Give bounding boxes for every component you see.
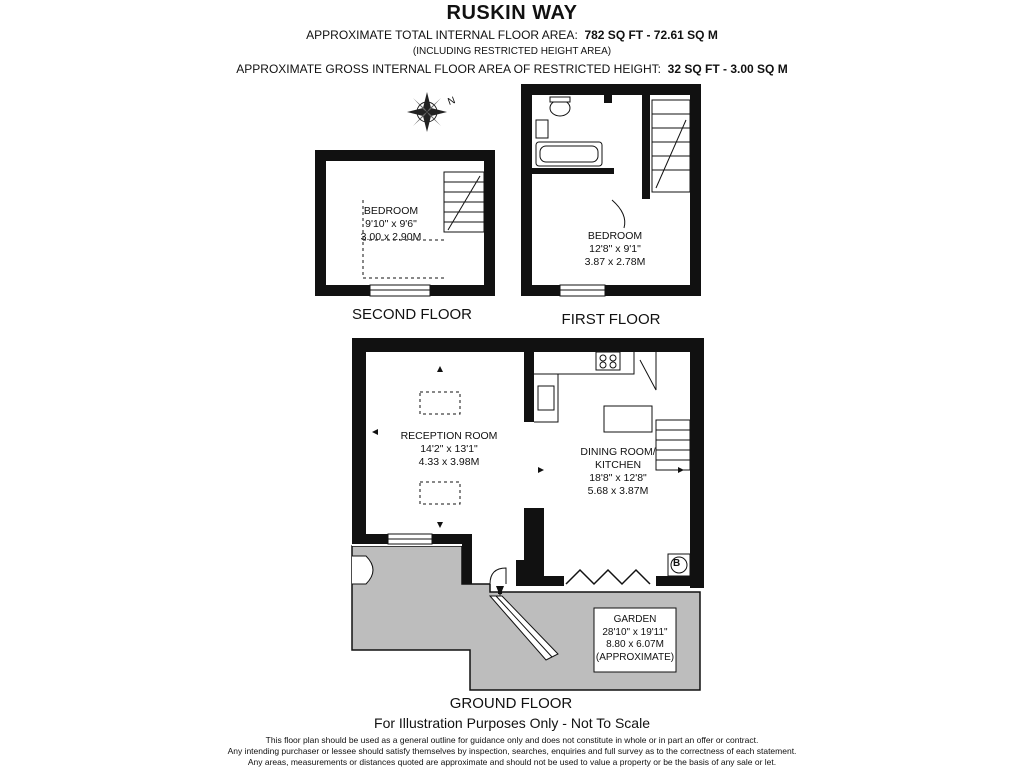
dining-kitchen-name-1: DINING ROOM/	[580, 446, 656, 458]
reception-room-name: RECEPTION ROOM	[400, 430, 498, 442]
total-area-label: APPROXIMATE TOTAL INTERNAL FLOOR AREA:	[306, 28, 578, 42]
compass-north-label: N	[446, 95, 457, 108]
reception-room-label	[394, 430, 504, 469]
disclaimer-line-2: Any intending purchaser or lessee should satisfy themselves by inspection, searches, enquiries and full survey as to the correctness of each statement.	[227, 746, 797, 756]
second-bedroom-name: BEDROOM	[363, 205, 419, 217]
area-note: (INCLUDING RESTRICTED HEIGHT AREA)	[412, 46, 612, 57]
reception-room-imperial: 14'2" x 13'1"	[420, 443, 478, 455]
compass-rose-icon	[407, 92, 447, 132]
reception-room-metric: 4.33 x 3.98M	[418, 456, 480, 468]
dining-kitchen-metric: 5.68 x 3.87M	[587, 485, 649, 497]
ground-floor-label: GROUND FLOOR	[449, 695, 573, 712]
illustration-note: For Illustration Purposes Only - Not To Scale	[374, 715, 650, 731]
dining-kitchen-imperial: 18'8" x 12'8"	[589, 472, 647, 484]
second-bedroom-label	[336, 205, 446, 244]
second-bedroom-metric: 3.00 x 2.90M	[360, 231, 422, 243]
garden-imperial: 28'10" x 19'11"	[602, 626, 668, 638]
first-bedroom-name: BEDROOM	[587, 230, 643, 242]
first-bedroom-imperial: 12'8" x 9'1"	[589, 243, 641, 255]
garden-metric: 8.80 x 6.07M	[606, 639, 664, 650]
garden-note: (APPROXIMATE)	[595, 651, 675, 663]
restricted-area-value: 32 SQ FT - 3.00 SQ M	[667, 62, 788, 76]
first-floor-label: FIRST FLOOR	[561, 311, 661, 328]
page-title: RUSKIN WAY	[446, 2, 578, 24]
disclaimer-line-1: This floor plan should be used as a general outline for guidance only and does not constitute in whole or in part an offer or contract.	[265, 735, 759, 745]
dining-kitchen-name-2: KITCHEN	[594, 459, 642, 471]
disclaimer-line-3: Any areas, measurements or distances quoted are approximate and should not be used to value a property or be the basis of any sale or let.	[247, 757, 777, 767]
first-bedroom-label	[560, 230, 670, 269]
boiler-label: B	[673, 558, 681, 569]
second-floor-label: SECOND FLOOR	[351, 306, 472, 323]
second-bedroom-imperial: 9'10" x 9'6"	[365, 218, 417, 230]
garden-name: GARDEN	[613, 614, 657, 625]
dining-kitchen-label	[558, 446, 678, 498]
restricted-area-label: APPROXIMATE GROSS INTERNAL FLOOR AREA OF RESTRICTED HEIGHT:	[236, 62, 661, 76]
garden-label	[594, 614, 676, 664]
total-area-value: 782 SQ FT - 72.61 SQ M	[584, 28, 718, 42]
first-bedroom-metric: 3.87 x 2.78M	[584, 256, 646, 268]
